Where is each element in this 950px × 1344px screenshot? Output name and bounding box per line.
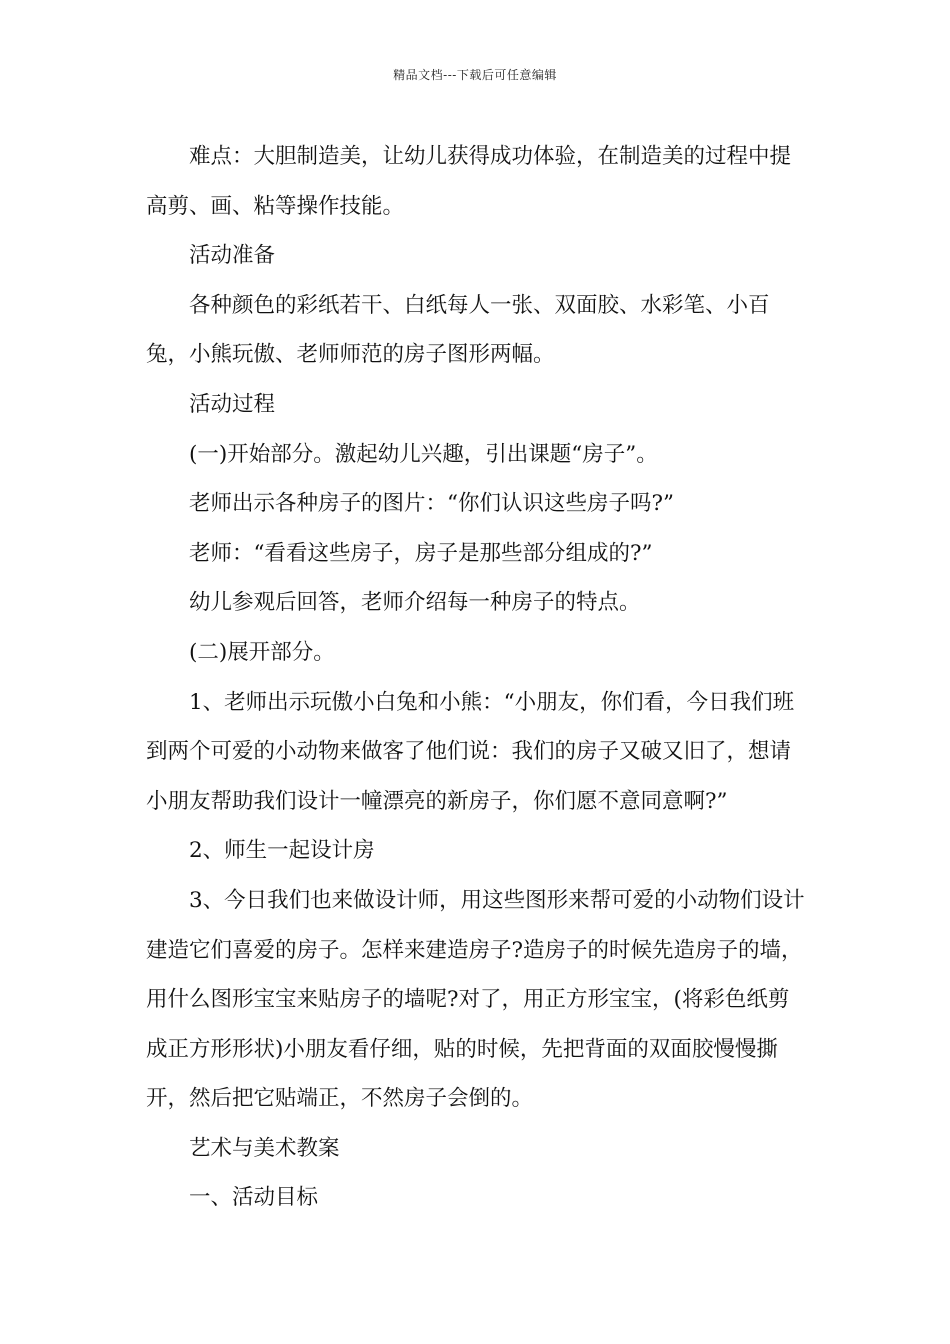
paragraph-part-two: (二)展开部分。 <box>189 639 335 665</box>
paragraph-part-one: (一)开始部分。激起幼儿兴趣，引出课题“房子”。 <box>189 441 658 467</box>
paragraph-materials: 各种颜色的彩纸若干、白纸每人一张、双面胶、水彩笔、小百兔，小熊玩傲、老师师范的房子图形两幅。 <box>146 292 770 368</box>
paragraph-difficulty: 难点：大胆制造美，让幼儿获得成功体验，在制造美的过程中提高剪、画、粘等操作技能。 <box>146 144 792 219</box>
paragraph-teacher-shows-pictures: 老师出示各种房子的图片：“你们认识这些房子吗?” <box>189 491 675 517</box>
heading-art-lesson-plan: 艺术与美术教案 <box>189 1135 340 1161</box>
heading-activity-process: 活动过程 <box>189 391 276 417</box>
document-body <box>146 132 806 1223</box>
paragraph-children-answer: 幼儿参观后回答，老师介绍每一种房子的特点。 <box>189 590 641 616</box>
paragraph-teacher-question: 老师：“看看这些房子，房子是那些部分组成的?” <box>189 540 653 566</box>
paragraph-step-3: 3、今日我们也来做设计师，用这些图形来帮可爱的小动物们设计建造它们喜爱的房子。怎样来建造房子?造房子的时候先造房子的墙，用什么图形宝宝来贴房子的墙呢?对了，用正方形宝宝，(将彩色纸剪成正方形形状)小朋友看仔细，贴的时候，先把背面的双面胶慢慢撕开，然后把它贴端正，不然房子会倒的。 <box>146 887 805 1112</box>
paragraph-step-1: 1、老师出示玩傲小白兔和小熊：“小朋友，你们看，今日我们班到两个可爱的小动物来做客了他们说：我们的房子又破又旧了，想请小朋友帮助我们设计一幢漂亮的新房子，你们愿不意同意啊?” <box>146 689 795 814</box>
heading-activity-goals: 一、活动目标 <box>189 1185 319 1211</box>
heading-activity-preparation: 活动准备 <box>189 243 276 269</box>
paragraph-step-2: 2、师生一起设计房 <box>189 838 375 864</box>
page-header: 精品文档---下载后可任意编辑 <box>393 68 557 82</box>
